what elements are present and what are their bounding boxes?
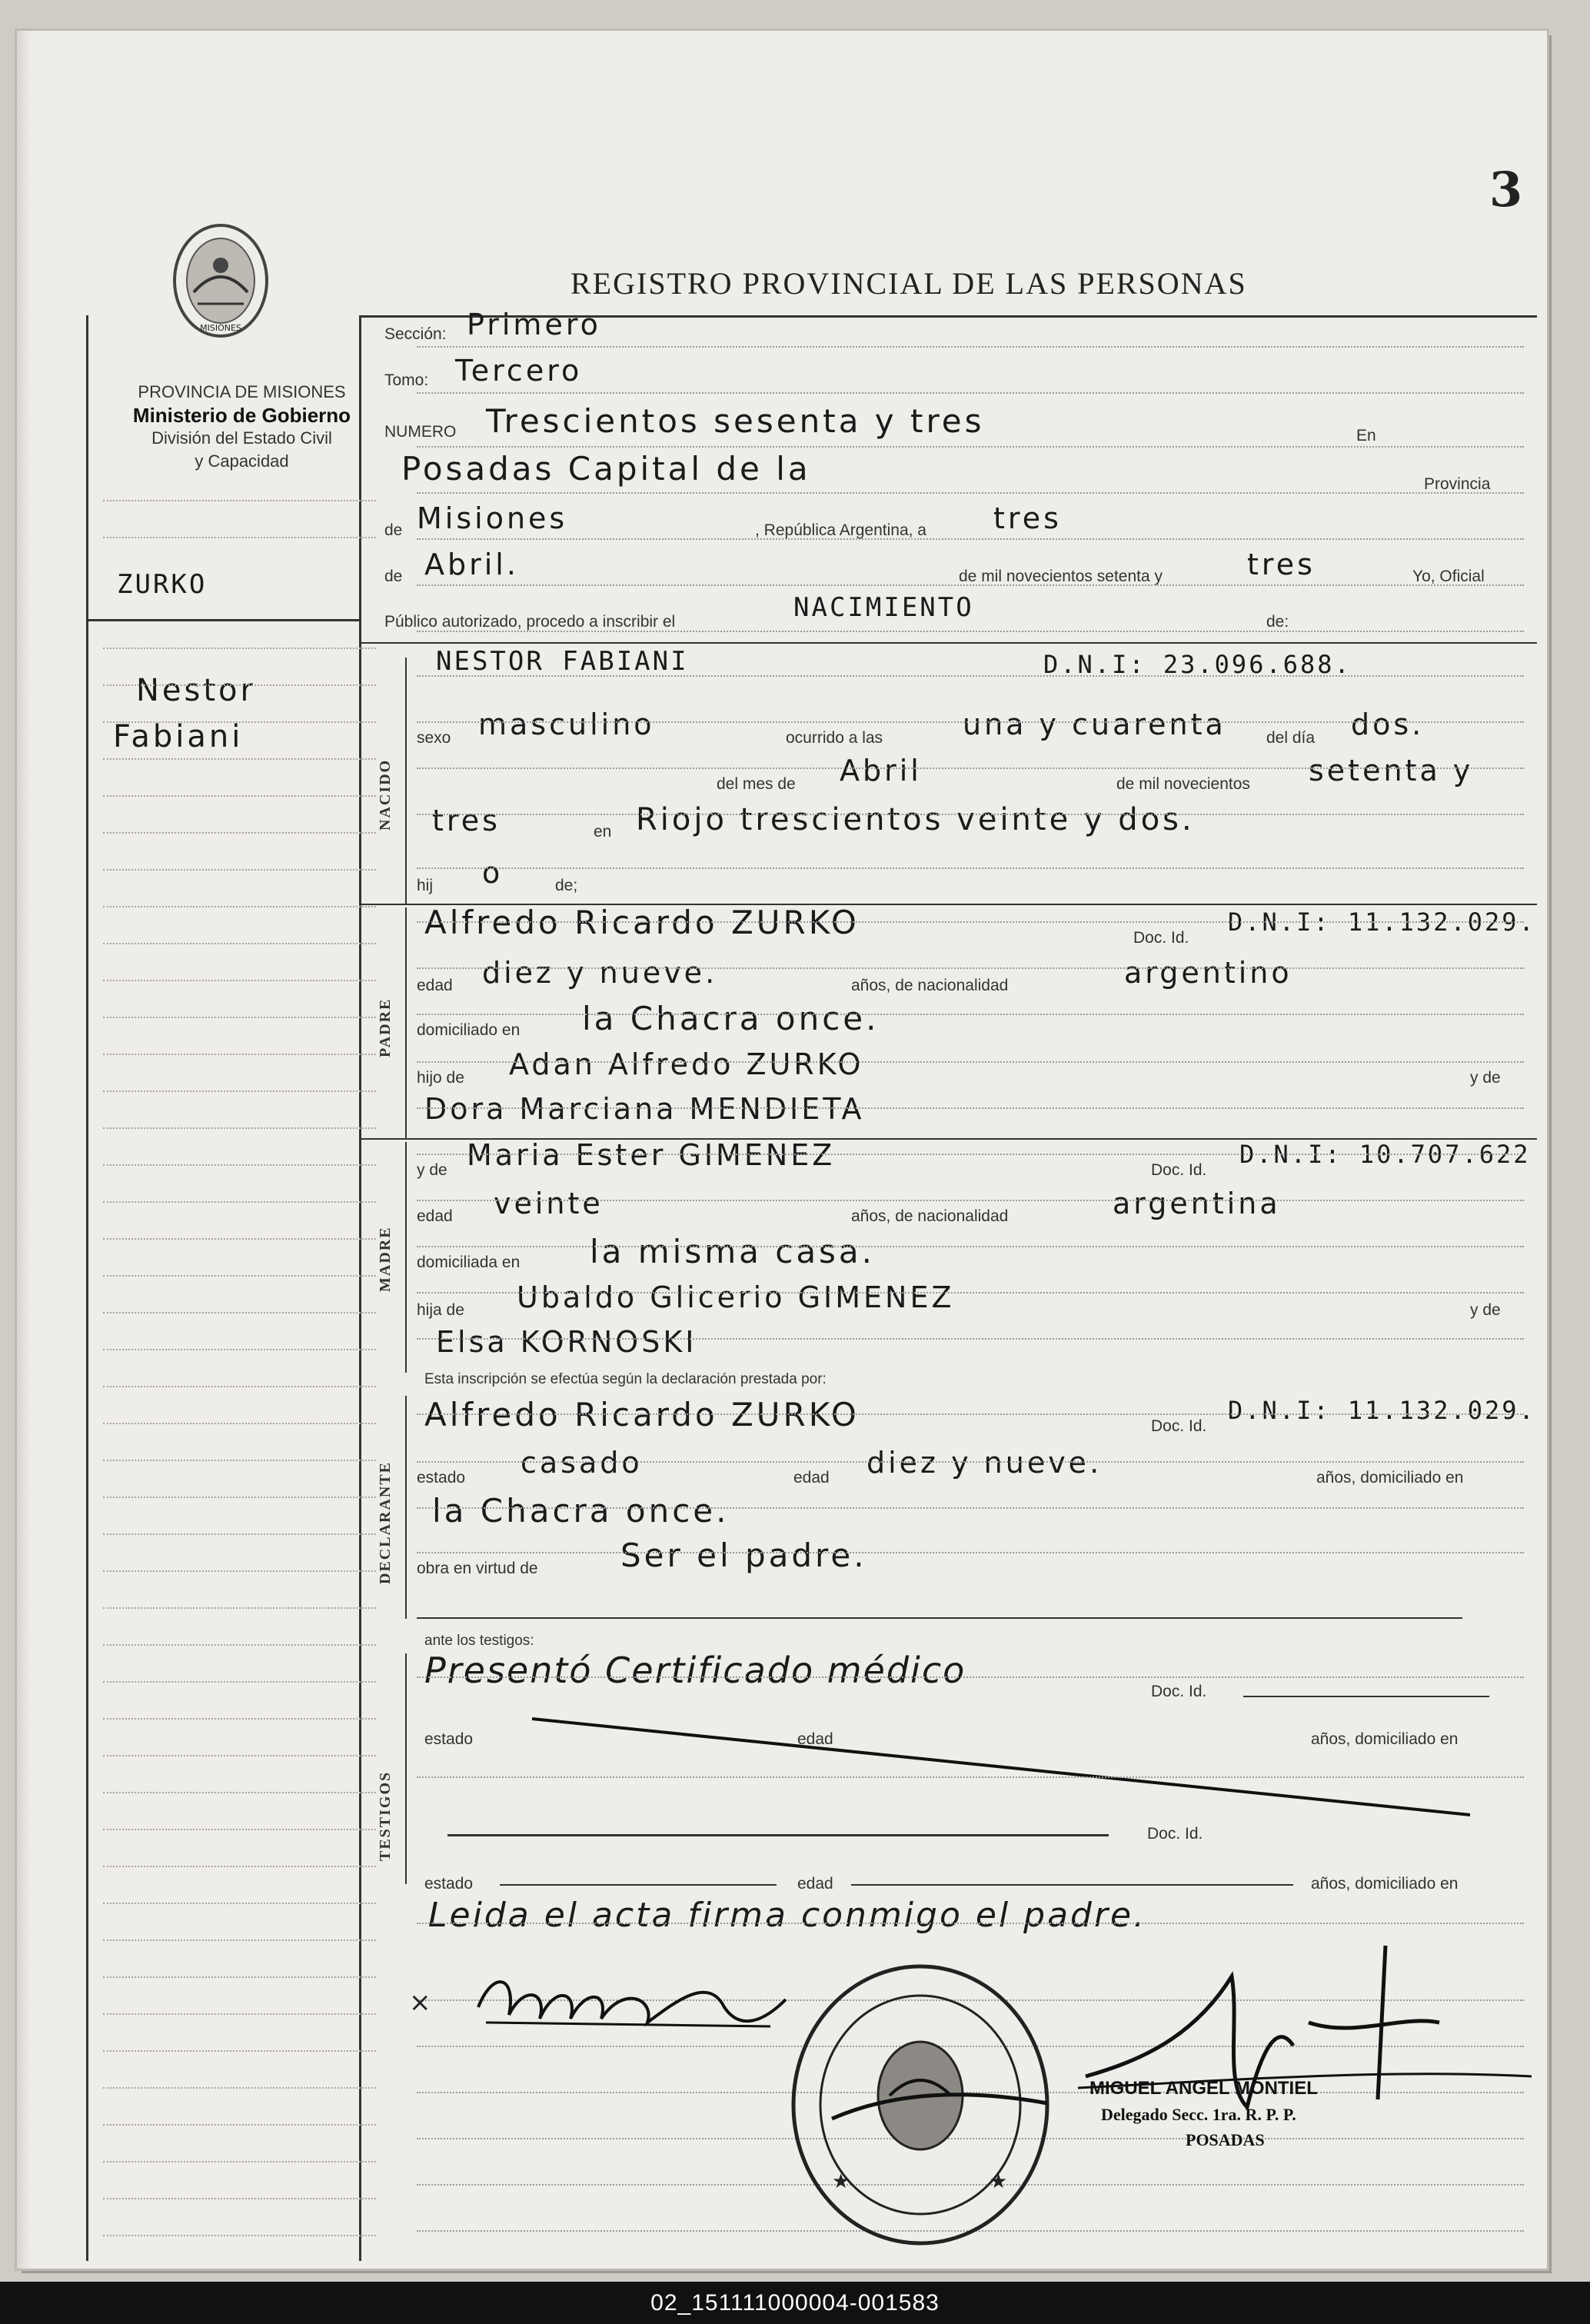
division-name-2: y Capacidad bbox=[195, 451, 289, 471]
testigo2-name-line bbox=[447, 1834, 1109, 1836]
section-declarante: DECLARANTE bbox=[377, 1460, 394, 1584]
form-rule-line bbox=[417, 584, 1524, 586]
margin-right-rule bbox=[359, 315, 361, 2261]
value-mes: Abril. bbox=[424, 548, 519, 581]
value-declarante: Alfredo Ricardo ZURKO bbox=[424, 1396, 860, 1433]
margin-rule-line bbox=[103, 1460, 376, 1461]
label-edad-padre: edad bbox=[417, 977, 453, 994]
label-doc-madre: Doc. Id. bbox=[1151, 1161, 1207, 1179]
value-padre-y-de: Dora Marciana MENDIETA bbox=[424, 1092, 865, 1126]
declarante-bracket bbox=[405, 1396, 407, 1619]
value-padre-hijo-de: Adan Alfredo ZURKO bbox=[509, 1047, 864, 1081]
form-rule-line bbox=[417, 1461, 1524, 1463]
margin-rule-line bbox=[103, 1127, 376, 1129]
value-dia-nac: dos. bbox=[1351, 708, 1425, 741]
provincial-seal-icon bbox=[167, 215, 274, 354]
label-publico: Público autorizado, procedo a inscribir el bbox=[384, 613, 676, 631]
form-rule-line bbox=[417, 492, 1524, 494]
form-rule-line bbox=[417, 1246, 1524, 1247]
label-doc-padre: Doc. Id. bbox=[1133, 929, 1189, 947]
label-ante: ante los testigos: bbox=[424, 1633, 534, 1649]
margin-rule-line bbox=[103, 1755, 376, 1756]
label-anos-dom-testigo2: años, domiciliado en bbox=[1311, 1875, 1459, 1893]
madre-bracket bbox=[405, 1142, 407, 1373]
margin-rule-line bbox=[103, 906, 376, 907]
value-mes-nac: Abril bbox=[840, 754, 922, 787]
margin-rule-line bbox=[103, 2124, 376, 2126]
form-rule-line bbox=[417, 1107, 1524, 1109]
form-rule-line bbox=[417, 967, 1524, 969]
label-de-mil2: de mil novecientos bbox=[1116, 775, 1250, 793]
label-de3: de; bbox=[555, 877, 578, 894]
label-hij: hij bbox=[417, 877, 434, 894]
section-madre: MADRE bbox=[377, 1226, 394, 1292]
label-tomo: Tomo: bbox=[384, 371, 429, 389]
label-anos-dom-testigo1: años, domiciliado en bbox=[1311, 1730, 1459, 1748]
margin-rule-line bbox=[103, 1497, 376, 1498]
label-estado-testigo1: estado bbox=[424, 1730, 474, 1748]
margin-rule-line bbox=[103, 1681, 376, 1683]
label-del-dia: del día bbox=[1266, 729, 1316, 747]
value-madre: Maria Ester GIMENEZ bbox=[467, 1138, 836, 1172]
section-padre: PADRE bbox=[377, 997, 394, 1057]
page-number: 3 bbox=[1489, 161, 1523, 218]
value-testigos: Presentó Certificado médico bbox=[424, 1650, 966, 1691]
value-lugar-nac: Riojo trescientos veinte y dos. bbox=[636, 802, 1195, 837]
label-y-de-madre2: y de bbox=[1470, 1301, 1501, 1319]
label-doc-testigo1: Doc. Id. bbox=[1151, 1683, 1207, 1700]
padre-bracket bbox=[405, 907, 407, 1138]
margin-rule-line bbox=[103, 1201, 376, 1203]
margin-rule-line bbox=[103, 1238, 376, 1240]
margin-left-rule bbox=[86, 315, 88, 2261]
form-rule-line bbox=[417, 392, 1524, 394]
label-obra: obra en virtud de bbox=[417, 1560, 538, 1577]
value-madre-dni: D.N.I: 10.707.622 bbox=[1239, 1140, 1531, 1169]
form-rule-line bbox=[417, 446, 1524, 448]
margin-rule-line bbox=[103, 1423, 376, 1424]
form-rule-line bbox=[417, 1338, 1524, 1340]
label-domiciliado-padre: domiciliado en bbox=[417, 1021, 521, 1039]
declarante-bottom-rule bbox=[417, 1617, 1462, 1619]
page-edge bbox=[17, 31, 31, 2269]
label-ocurrido: ocurrido a las bbox=[786, 729, 883, 747]
value-padre-dom: la Chacra once. bbox=[582, 1000, 880, 1037]
margin-given-name-2: Fabiani bbox=[113, 719, 244, 754]
form-rule-line bbox=[417, 538, 1524, 540]
label-en2: en bbox=[594, 823, 612, 841]
margin-rule-line bbox=[103, 1607, 376, 1609]
value-dni: D.N.I: 23.096.688. bbox=[1043, 650, 1352, 679]
label-edad-declarante: edad bbox=[793, 1469, 830, 1487]
label-anos-dom-declarante: años, domiciliado en bbox=[1316, 1469, 1464, 1487]
margin-rule-line bbox=[103, 2087, 376, 2089]
margin-rule-line bbox=[103, 1017, 376, 1018]
value-declarante-edad: diez y nueve. bbox=[867, 1446, 1103, 1480]
margin-given-name-1: Nestor bbox=[136, 673, 256, 708]
label-anos-madre: años, de nacionalidad bbox=[851, 1207, 1009, 1225]
label-en: En bbox=[1356, 427, 1376, 444]
strike-through-line bbox=[532, 1715, 1478, 1823]
value-anio: tres bbox=[1247, 548, 1316, 581]
value-padre-edad: diez y nueve. bbox=[482, 956, 718, 990]
official-round-stamp-icon bbox=[786, 1957, 1055, 2253]
margin-rule-line bbox=[103, 1718, 376, 1720]
form-rule-line bbox=[417, 1014, 1524, 1015]
value-declarante-obra: Ser el padre. bbox=[620, 1537, 867, 1574]
form-rule-line bbox=[417, 1292, 1524, 1294]
svg-text:★: ★ bbox=[832, 2170, 850, 2193]
margin-rule-line bbox=[103, 721, 376, 723]
form-rule-line bbox=[417, 675, 1524, 677]
form-rule-line bbox=[417, 921, 1524, 923]
label-seccion: Sección: bbox=[384, 325, 447, 343]
value-nombre: NESTOR FABIANI bbox=[436, 646, 689, 677]
margin-rule-line bbox=[103, 2050, 376, 2052]
margin-rule-line bbox=[103, 869, 376, 871]
margin-rule-line bbox=[103, 1312, 376, 1313]
value-provincia: Misiones bbox=[417, 501, 568, 535]
testigo2-edad-line bbox=[851, 1884, 1293, 1886]
label-provincia: Provincia bbox=[1424, 475, 1491, 493]
value-declarante-dni: D.N.I: 11.132.029. bbox=[1228, 1396, 1536, 1425]
margin-rule-line bbox=[103, 943, 376, 944]
margin-rule-line bbox=[103, 1090, 376, 1092]
margin-rule-line bbox=[103, 2198, 376, 2199]
margin-rule-line bbox=[103, 1644, 376, 1646]
value-hora: una y cuarenta bbox=[963, 708, 1226, 741]
label-anos-padre: años, de nacionalidad bbox=[851, 977, 1009, 994]
form-rule-line bbox=[417, 1923, 1524, 1924]
value-madre-dom: la misma casa. bbox=[590, 1233, 876, 1270]
margin-rule-line bbox=[103, 1866, 376, 1867]
margin-rule-line bbox=[103, 2013, 376, 2015]
label-de-mil: de mil novecientos setenta y bbox=[959, 568, 1163, 585]
document-title: REGISTRO PROVINCIAL DE LAS PERSONAS bbox=[570, 266, 1247, 301]
value-acto: NACIMIENTO bbox=[793, 592, 974, 623]
value-seccion: Primero bbox=[467, 308, 601, 341]
label-sexo: sexo bbox=[417, 729, 451, 747]
label-domiciliada: domiciliada en bbox=[417, 1254, 521, 1271]
form-rule-line bbox=[417, 867, 1524, 869]
label-del-mes: del mes de bbox=[717, 775, 796, 793]
form-rule-line bbox=[417, 1200, 1524, 1201]
form-rule-line bbox=[417, 814, 1524, 815]
label-numero: NUMERO bbox=[384, 423, 457, 441]
form-rule-line bbox=[417, 1676, 1524, 1678]
margin-rule-line bbox=[103, 795, 376, 797]
label-hija-de: hija de bbox=[417, 1301, 464, 1319]
value-cierre: Leida el acta firma conmigo el padre. bbox=[428, 1896, 1147, 1935]
form-rule-line bbox=[417, 1507, 1524, 1509]
margin-rule-line bbox=[103, 1903, 376, 1904]
province-header bbox=[105, 381, 378, 473]
label-yo-oficial: Yo, Oficial bbox=[1412, 568, 1485, 585]
value-sexo: masculino bbox=[478, 708, 655, 741]
label-de: de bbox=[384, 521, 403, 539]
value-lugar: Posadas Capital de la bbox=[401, 450, 811, 488]
value-numero: Trescientos sesenta y tres bbox=[486, 402, 985, 440]
value-anio-nac2: tres bbox=[432, 804, 501, 837]
stamp-city: POSADAS bbox=[1186, 2130, 1265, 2149]
label-hijo-de: hijo de bbox=[417, 1069, 464, 1087]
form-rule-line bbox=[417, 631, 1524, 632]
margin-rule-line bbox=[103, 2235, 376, 2236]
label-republica: , República Argentina, a bbox=[755, 521, 926, 539]
margin-name-rule bbox=[86, 619, 361, 621]
label-doc-declarante: Doc. Id. bbox=[1151, 1417, 1207, 1435]
value-declarante-estado: casado bbox=[521, 1446, 643, 1480]
margin-rule-line bbox=[103, 1792, 376, 1793]
margin-rule-line bbox=[103, 1976, 376, 1978]
margin-rule-line bbox=[103, 2161, 376, 2163]
value-madre-hija-de: Ubaldo Glicerio GIMENEZ bbox=[517, 1280, 955, 1314]
image-id-footer: 02_151111000004-001583 bbox=[0, 2282, 1590, 2324]
stamp-title: Delegado Secc. 1ra. R. P. P. bbox=[1101, 2105, 1296, 2124]
margin-surname: ZURKO bbox=[117, 569, 208, 600]
label-edad-madre: edad bbox=[417, 1207, 453, 1225]
margin-rule-line bbox=[103, 1533, 376, 1535]
form-rule-line bbox=[417, 1061, 1524, 1063]
margin-rule-line bbox=[103, 758, 376, 760]
document-page bbox=[17, 31, 1547, 2269]
form-rule-line bbox=[417, 721, 1524, 723]
value-anio-nac: setenta y bbox=[1309, 754, 1474, 787]
division-name: División del Estado Civil bbox=[151, 428, 332, 448]
label-y-de-padre: y de bbox=[1470, 1069, 1501, 1087]
margin-rule-line bbox=[103, 1939, 376, 1941]
value-padre: Alfredo Ricardo ZURKO bbox=[424, 904, 860, 941]
stamp-name: MIGUEL ANGEL MONTIEL bbox=[1089, 2078, 1318, 2099]
margin-rule-line bbox=[103, 537, 376, 538]
margin-rule-line bbox=[103, 1349, 376, 1350]
label-estado-testigo2: estado bbox=[424, 1875, 474, 1893]
svg-text:×: × bbox=[409, 1987, 431, 2018]
margin-rule-line bbox=[103, 1570, 376, 1572]
margin-rule-line bbox=[103, 1054, 376, 1055]
value-padre-dni: D.N.I: 11.132.029. bbox=[1228, 907, 1536, 937]
label-doc-testigo2: Doc. Id. bbox=[1147, 1825, 1203, 1843]
testigo1-doc-line bbox=[1243, 1696, 1489, 1697]
ministry-name: Ministerio de Gobierno bbox=[132, 404, 351, 427]
margin-rule-line bbox=[103, 832, 376, 834]
header-bottom-rule bbox=[361, 642, 1537, 644]
value-madre-y-de: Elsa KORNOSKI bbox=[436, 1325, 697, 1359]
form-rule-line bbox=[417, 767, 1524, 769]
province-name: PROVINCIA DE MISIONES bbox=[138, 382, 346, 401]
value-dia: tres bbox=[993, 501, 1062, 535]
form-rule-line bbox=[417, 1776, 1524, 1778]
section-nacido: NACIDO bbox=[377, 758, 394, 831]
margin-rule-line bbox=[103, 500, 376, 501]
margin-rule-line bbox=[103, 980, 376, 981]
form-rule-line bbox=[417, 1413, 1524, 1415]
value-tomo: Tercero bbox=[455, 354, 583, 388]
form-rule-line bbox=[417, 1154, 1524, 1155]
label-edad-testigo1: edad bbox=[797, 1730, 833, 1748]
margin-rule-line bbox=[103, 1164, 376, 1166]
label-de-mes: de bbox=[384, 568, 403, 585]
label-esta-inscripcion: Esta inscripción se efectúa según la declaración prestada por: bbox=[424, 1371, 827, 1387]
margin-rule-line bbox=[103, 1275, 376, 1277]
label-y-de-madre: y de bbox=[417, 1161, 447, 1179]
form-rule-line bbox=[417, 1552, 1524, 1553]
testigos-bracket bbox=[405, 1653, 407, 1884]
value-padre-nac: argentino bbox=[1124, 956, 1292, 990]
margin-rule-line bbox=[103, 1386, 376, 1387]
label-edad-testigo2: edad bbox=[797, 1875, 833, 1893]
value-madre-nac: argentina bbox=[1113, 1187, 1281, 1220]
form-rule-line bbox=[417, 346, 1524, 348]
label-estado-declarante: estado bbox=[417, 1469, 466, 1487]
value-declarante-dom: la Chacra once. bbox=[432, 1492, 730, 1530]
section-testigos: TESTIGOS bbox=[377, 1770, 394, 1861]
margin-rule-line bbox=[103, 1829, 376, 1830]
margin-rule-line bbox=[103, 684, 376, 686]
margin-rule-line bbox=[103, 648, 376, 649]
label-de2: de: bbox=[1266, 613, 1289, 631]
svg-text:★: ★ bbox=[990, 2170, 1008, 2193]
nacido-bracket bbox=[405, 658, 407, 904]
testigo2-estado-line bbox=[500, 1884, 777, 1886]
value-madre-edad: veinte bbox=[494, 1187, 604, 1220]
declarant-signature-icon bbox=[401, 1953, 801, 2061]
seal-text: MISIONES bbox=[200, 323, 241, 333]
value-hij: o bbox=[482, 856, 504, 890]
